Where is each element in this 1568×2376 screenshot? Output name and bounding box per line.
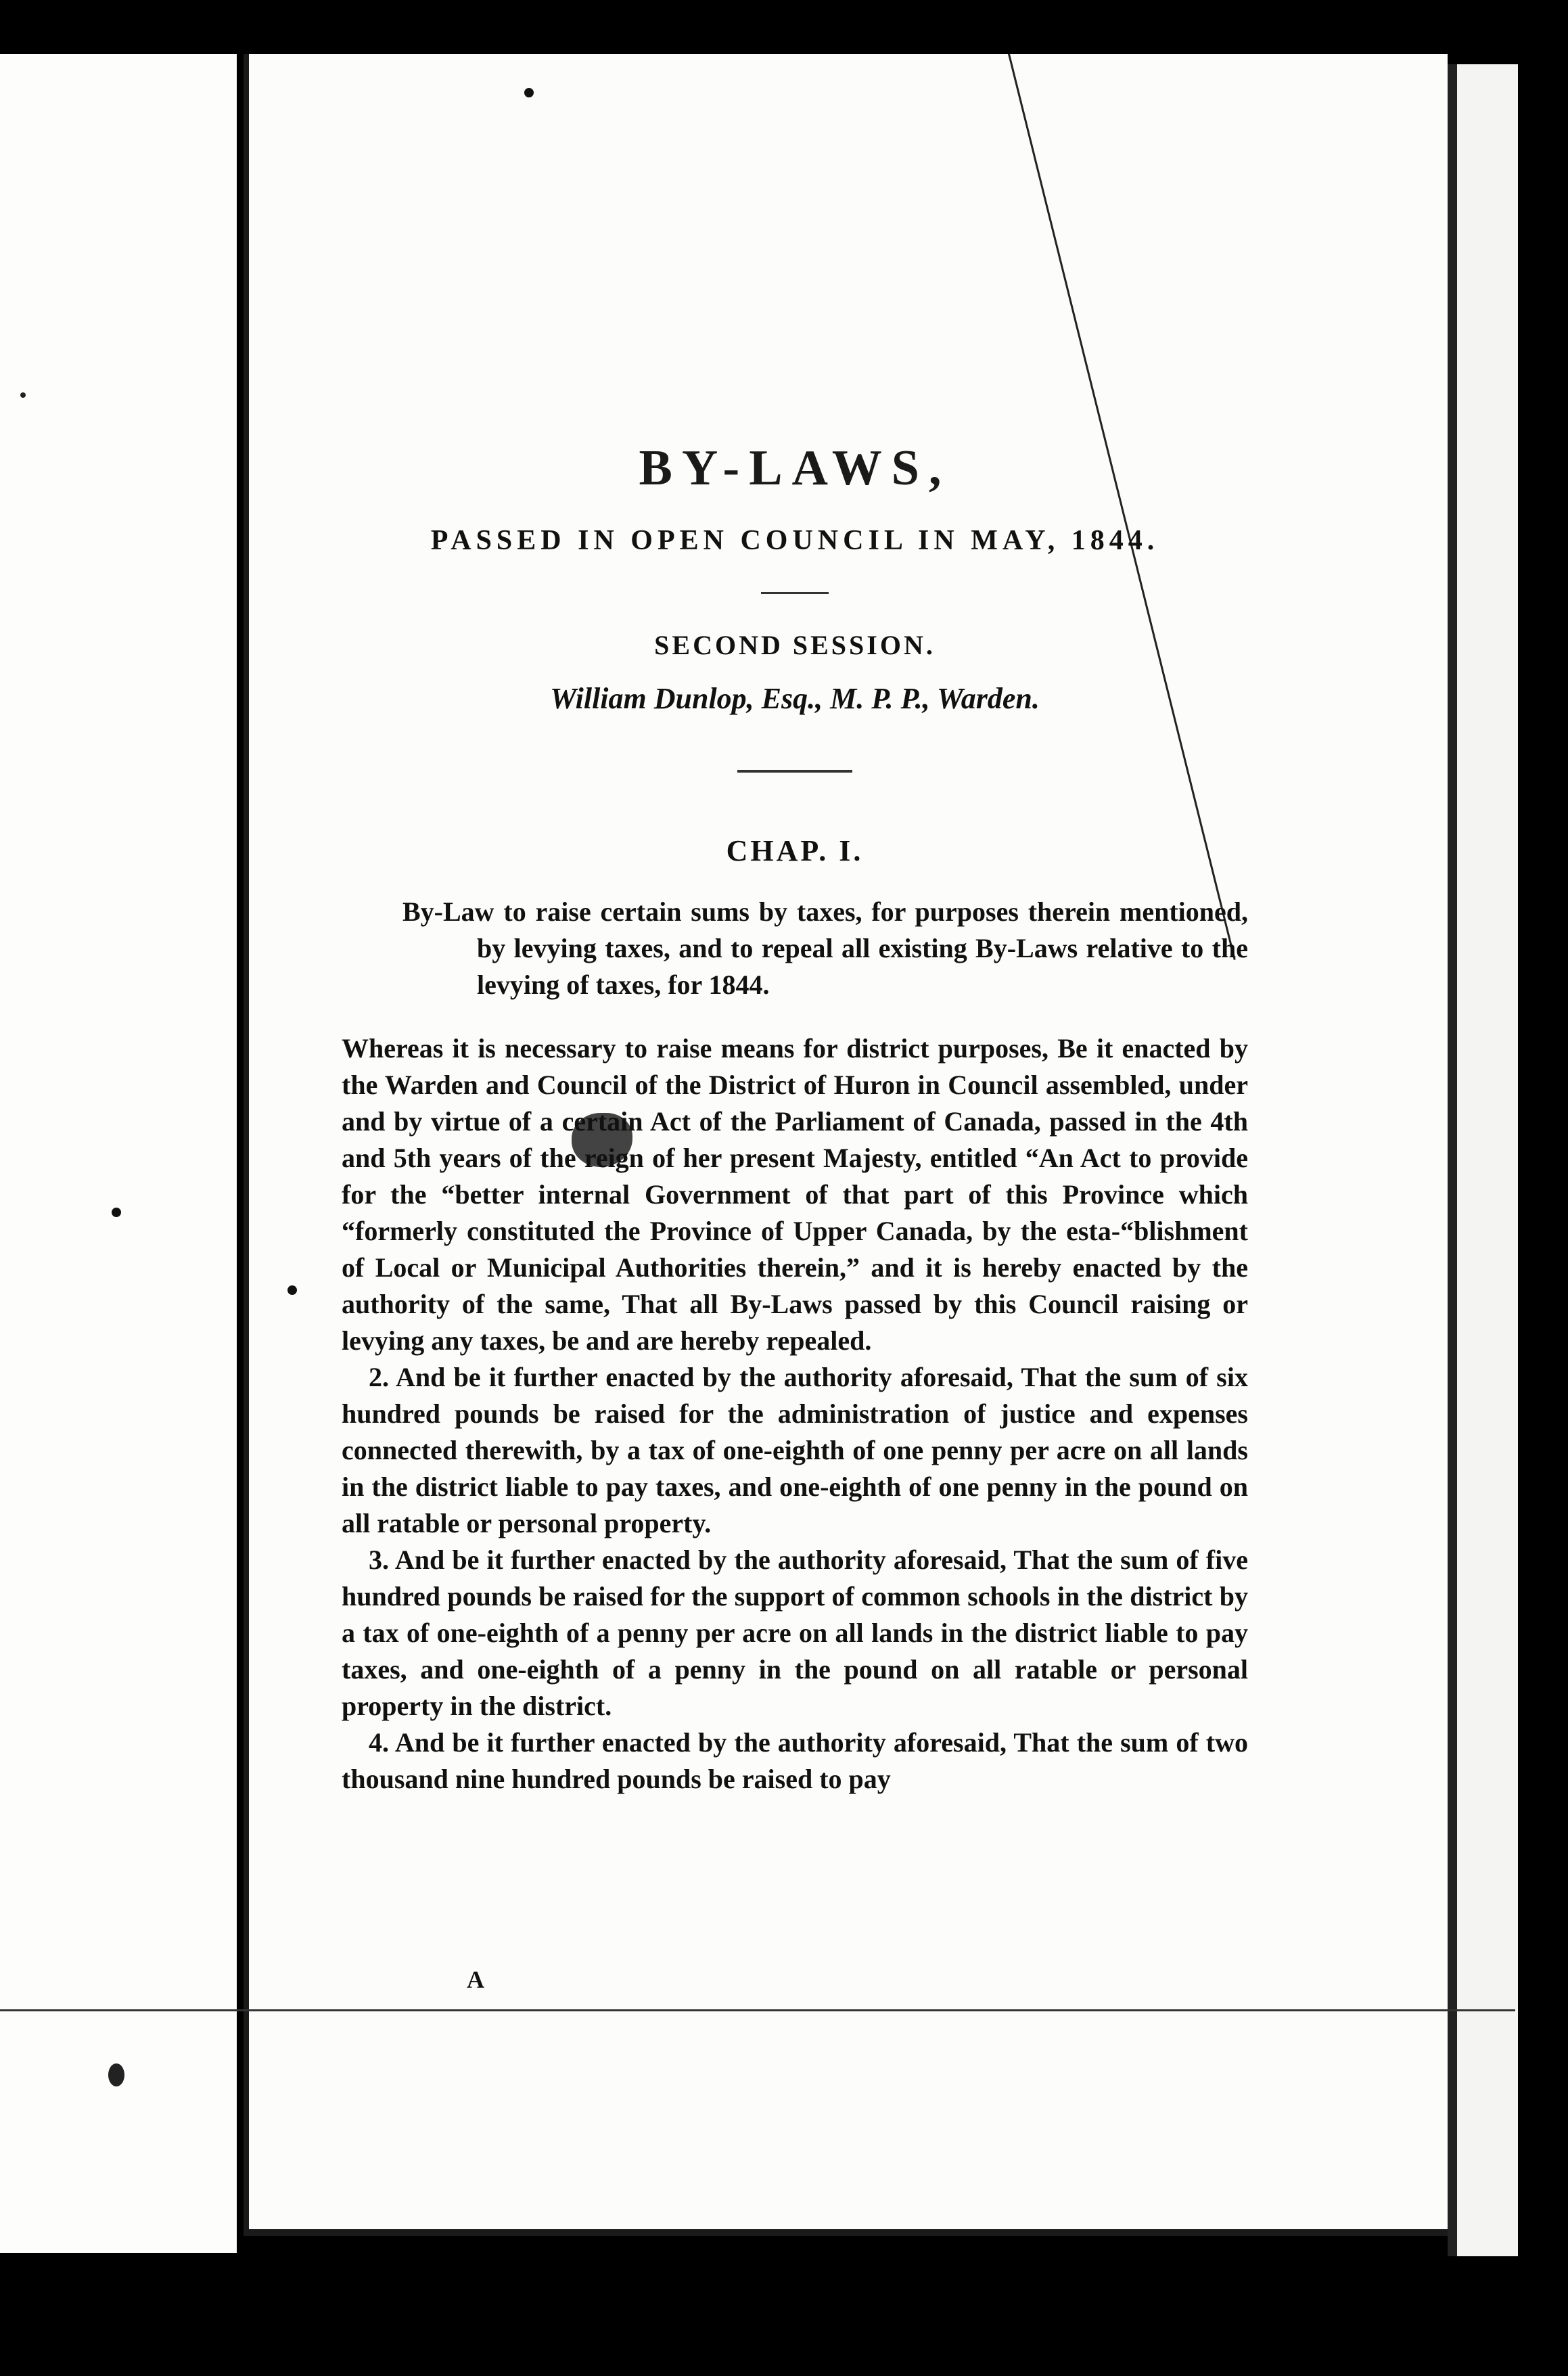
document-body: [342, 440, 1248, 1798]
chapter-heading: CHAP. I.: [726, 834, 864, 867]
page-edge: [1448, 64, 1518, 2256]
fold-line: [0, 2009, 1515, 2011]
facing-page: [0, 54, 237, 2253]
ink-speck: [524, 88, 534, 97]
ink-speck: [108, 2063, 124, 2086]
document-subtitle: PASSED IN OPEN COUNCIL IN MAY, 1844.: [430, 525, 1159, 556]
warden-line: William Dunlop, Esq., M. P. P., Warden.: [550, 682, 1040, 715]
ink-speck: [112, 1208, 121, 1217]
paragraph-3: 3. And be it further enacted by the authority aforesaid, That the sum of five hundred pounds be raised for the support of common schools in the district by a tax of one-eighth of a penny per acre on all lands in the district liable to pay taxes, and one-eighth of a penny in the pound on all ratable or personal property in the district.: [342, 1545, 1248, 1721]
paragraph-whereas: Whereas it is necessary to raise means for district purposes, Be it enacted by the Warden and Council of the District of Huron in Council assembled, under and by virtue of a certain Act of the Parliament of Canada, passed in the 4th and 5th years of the reign of her present Majesty, entitled “An Act to provide for the “better internal Government of that part of this Province which “formerly constituted the Province of Upper Canada, by the esta-“blishment of Local or Municipal Authorities therein,” and it is hereby enacted by the authority of the same, That all By-Laws passed by this Council raising or levying any taxes, be and are hereby repealed.: [342, 1033, 1248, 1356]
ink-speck: [20, 392, 26, 398]
document-title: BY-LAWS,: [639, 440, 951, 496]
session-label: SECOND SESSION.: [654, 630, 936, 660]
bylaw-heading: By-Law to raise certain sums by taxes, for purposes therein mentioned, by levying taxes, and to repeal all existing By-Laws relative to the levying of taxes, for 1844.: [402, 896, 1248, 1000]
divider: [737, 770, 852, 773]
ink-speck: [287, 1285, 297, 1295]
divider: [761, 592, 829, 594]
signature-mark: A: [467, 1966, 484, 1993]
paragraph-4: 4. And be it further enacted by the authority aforesaid, That the sum of two thousand nine hundred pounds be raised to pay: [342, 1727, 1248, 1794]
paragraph-2: 2. And be it further enacted by the authority aforesaid, That the sum of six hundred pounds be raised for the administration of justice and expenses connected therewith, by a tax of one-eighth of one penny per acre on all lands in the district liable to pay taxes, and one-eighth of one penny in the pound on all ratable or personal property.: [342, 1362, 1248, 1538]
